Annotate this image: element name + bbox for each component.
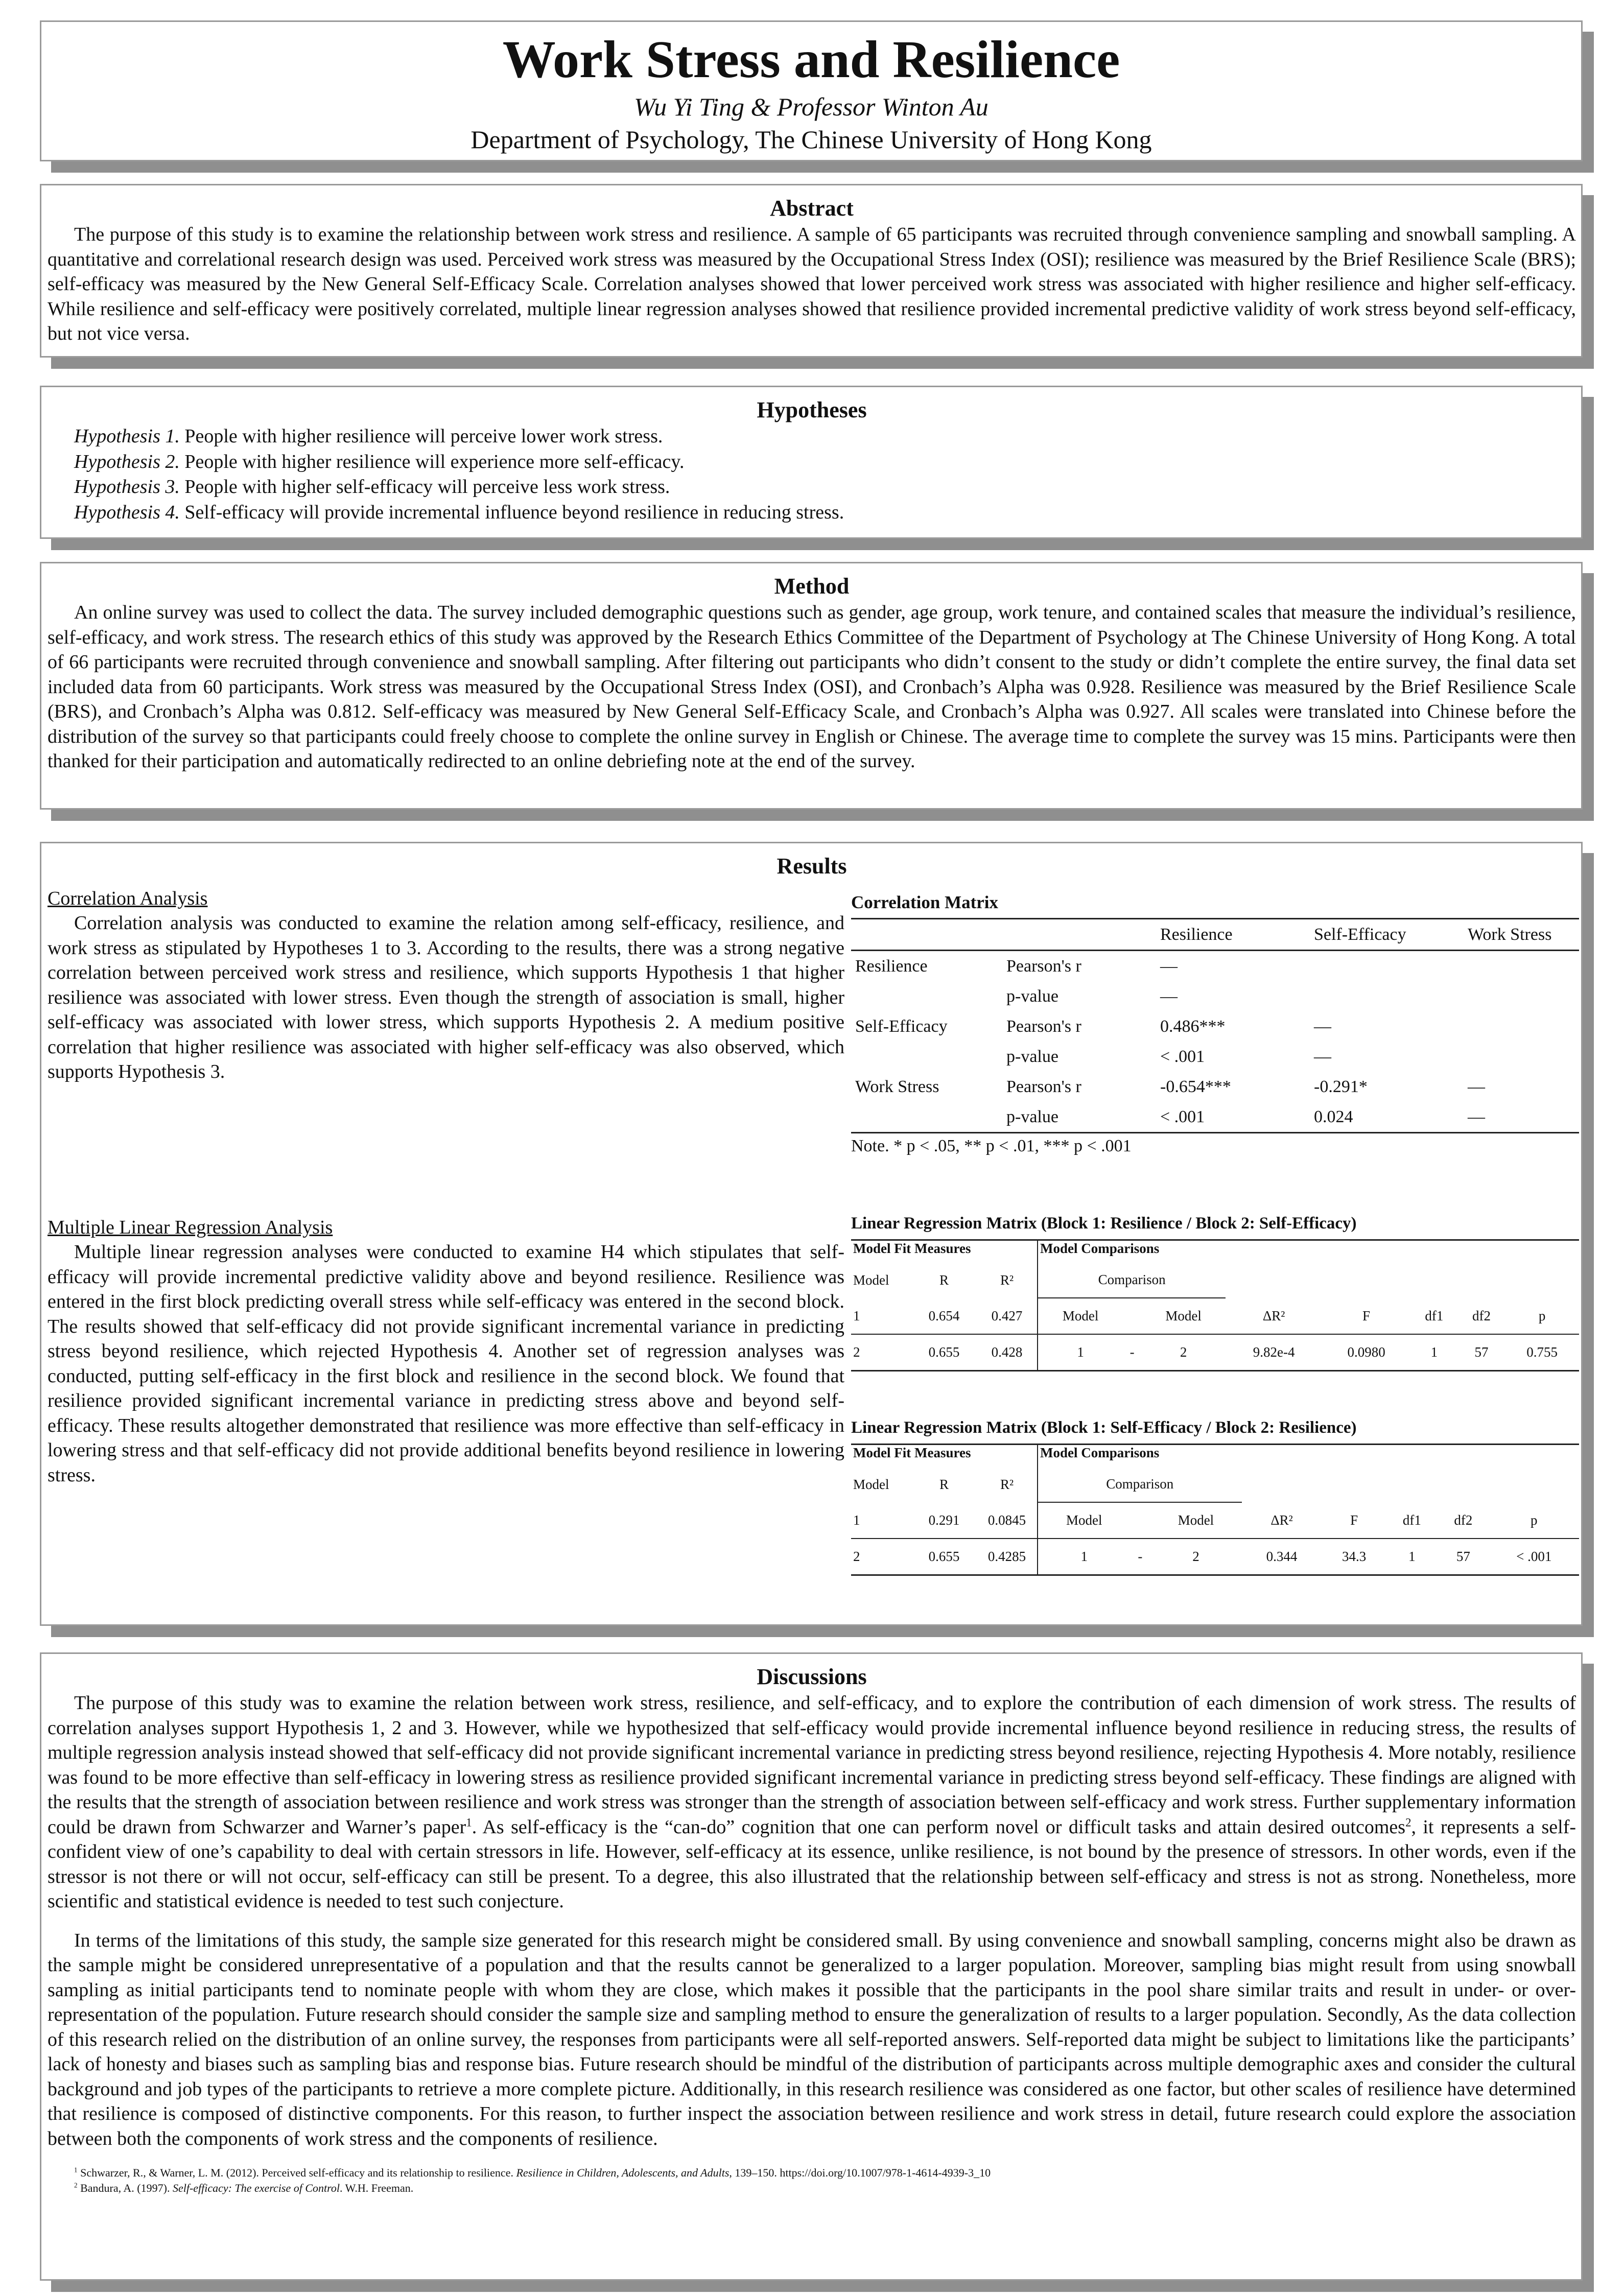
column-header: Model <box>1038 1298 1123 1334</box>
column-header: R² <box>1000 1476 1014 1492</box>
column-header: F <box>1322 1502 1386 1539</box>
table-row <box>851 1011 1579 1042</box>
column-header: Resilience <box>1156 919 1310 951</box>
group-header: Model Comparisons <box>1038 1240 1579 1263</box>
hypothesis-item <box>48 449 1576 475</box>
table-cell: 0.291 <box>911 1502 977 1539</box>
correlation-table <box>851 918 1579 1133</box>
table-cell: 1 <box>1038 1334 1123 1371</box>
regression-text: Multiple linear regression analyses were conducted to examine H4 which stipulates that self-efficacy will provide incremental predictive validity above and beyond resilience. Resilience was entered in the first block predicting overall stress while self-efficacy was entered in the second block. The results showed that self-efficacy did not provide significant incremental variance in predicting stress beyond resilience, which rejected Hypothesis 4. Another set of regression analyses was conducted, putting self-efficacy in the first block and resilience in the second block. We found that resilience provided significant incremental variance in predicting stress above and beyond self-efficacy. These results altogether demonstrated that resilience was more effective than self-efficacy in lowering stress and that self-efficacy did not provide additional benefits beyond resilience in lowering stress. <box>48 1241 844 1486</box>
table-cell <box>1464 1011 1579 1042</box>
table-cell: -0.291* <box>1314 1077 1368 1096</box>
table-cell: 57 <box>1458 1334 1505 1371</box>
column-header: R <box>939 1476 949 1492</box>
column-header: df2 <box>1438 1502 1489 1539</box>
column-header <box>1002 919 1156 951</box>
table-row <box>851 1042 1579 1072</box>
regression-analysis <box>48 1215 844 1487</box>
footnote <box>48 2181 1576 2196</box>
table-cell: < .001 <box>1156 1102 1310 1133</box>
column-header: Model <box>1141 1298 1226 1334</box>
footnote <box>48 2165 1576 2181</box>
table-cell: 9.82e-4 <box>1226 1334 1322 1371</box>
column-header: p <box>1505 1298 1579 1334</box>
poster-authors: Wu Yi Ting & Professor Winton Au <box>634 92 988 121</box>
correlation-analysis <box>48 886 844 1084</box>
table-note: Note. * p < .05, ** p < .01, *** p < .001 <box>851 1137 1132 1155</box>
hypothesis-text: People with higher resilience will experience more self-efficacy. <box>179 451 685 472</box>
table-cell: 2 <box>851 1539 911 1575</box>
table-cell: -0.654*** <box>1160 1077 1231 1096</box>
table-header-row <box>851 1262 1579 1298</box>
correlation-matrix <box>851 892 1579 1156</box>
table-cell: 57 <box>1438 1539 1489 1575</box>
text-run: Resilience in Children, Adolescents, and Adults <box>516 2166 729 2179</box>
column-header: Model <box>1150 1502 1241 1539</box>
table-row <box>851 1102 1579 1133</box>
table-cell: 1 <box>851 1298 911 1334</box>
empty-cell <box>1226 1262 1579 1298</box>
table-cell: 1 <box>1410 1334 1458 1371</box>
column-header: ΔR² <box>1242 1502 1322 1539</box>
table-cell: 0.655 <box>911 1334 977 1371</box>
method-text: An online survey was used to collect the data. The survey included demographic questions such as gender, age group, work tenure, and contained scales that measure the individual’s resilience, self-efficacy, and work stress. The research ethics of this study was approved by the Research Ethics Committee of the Department of Psychology at The Chinese University of Hong Kong. A total of 66 participants were recruited through convenience and snowball sampling. After filtering out participants who didn’t consent to the study or didn’t complete the entire survey, the final data set included data from 60 participants. Work stress was measured by the Occupational Stress Index (OSI), and Cronbach’s Alpha was 0.928. Resilience was measured by the Brief Resilience Scale (BRS), and Cronbach’s Alpha was 0.812. Self-efficacy was measured by New General Self-Efficacy Scale, and Cronbach’s Alpha was 0.927. All scales were translated into Chinese before the distribution of the survey so that participants could freely choose to complete the online survey in English or Chinese. The average time to complete the survey was 15 mins. Participants were then thanked for their participation and automatically redirected to an online debriefing note at the end of the survey. <box>48 602 1576 772</box>
regression-matrix-title: Linear Regression Matrix (Block 1: Resilience / Block 2: Self-Efficacy) <box>851 1214 1357 1233</box>
poster-title: Work Stress and Resilience <box>502 30 1120 89</box>
table-row <box>851 1539 1579 1575</box>
method-heading: Method <box>774 574 850 599</box>
table-cell: 34.3 <box>1322 1539 1386 1575</box>
table-cell <box>851 1042 1002 1072</box>
table-cell <box>1464 981 1579 1011</box>
text-run: . W.H. Freeman. <box>340 2182 414 2194</box>
regression-table <box>851 1239 1579 1371</box>
column-header: Comparison <box>1038 1262 1226 1298</box>
table-row <box>851 1334 1579 1371</box>
table-cell: 0.344 <box>1242 1539 1322 1575</box>
group-header: Model Comparisons <box>1038 1445 1579 1467</box>
table-cell: 0.4285 <box>977 1539 1038 1575</box>
table-cell <box>1464 1042 1579 1072</box>
table-cell: 0.024 <box>1310 1102 1464 1133</box>
column-header <box>1123 1298 1141 1334</box>
results-heading: Results <box>776 854 847 879</box>
column-header <box>1131 1502 1150 1539</box>
table-cell: Work Stress <box>855 1077 939 1096</box>
hypothesis-text: People with higher self-efficacy will perceive less work stress. <box>179 476 670 498</box>
table-group-row <box>851 1240 1579 1263</box>
table-group-row <box>851 1445 1579 1467</box>
column-header: F <box>1322 1298 1410 1334</box>
table-cell: Pearson's r <box>1006 956 1081 976</box>
column-header: R <box>939 1272 949 1288</box>
title-panel <box>40 20 1583 161</box>
hypothesis-text: Self-efficacy will provide incremental influence beyond resilience in reducing stress. <box>179 501 844 523</box>
table-cell: 0.0845 <box>977 1502 1038 1539</box>
column-header: Comparison <box>1038 1466 1242 1502</box>
table-cell <box>1310 951 1464 982</box>
table-row <box>851 1072 1579 1102</box>
table-cell: — <box>1160 986 1178 1006</box>
table-cell: p-value <box>1006 1047 1058 1066</box>
group-header: Model Fit Measures <box>851 1445 1038 1467</box>
discussion-paragraph-1 <box>48 1691 1576 1914</box>
column-header: df1 <box>1410 1298 1458 1334</box>
correlation-text: Correlation analysis was conducted to examine the relation among self-efficacy, resilience, and work stress as stipulated by Hypotheses 1 to 3. According to the results, there was a strong negative correlation between perceived work stress and resilience, which supports Hypothesis 1 that higher resilience was associated with lower stress. Even though the strength of association is small, higher self-efficacy was associated with lower stress, which supports Hypothesis 2. A medium positive correlation that higher resilience was associated with higher self-efficacy was also observed, which supports Hypothesis 3. <box>48 912 844 1082</box>
table-cell: — <box>1160 956 1178 976</box>
text-run: Bandura, A. (1997). <box>77 2182 173 2194</box>
table-cell <box>1464 951 1579 982</box>
hypotheses-heading: Hypotheses <box>757 397 867 422</box>
method-panel <box>40 562 1583 810</box>
abstract-heading: Abstract <box>770 196 854 221</box>
table-cell: Pearson's r <box>1006 1016 1081 1036</box>
text-run: , it represents a self-confident view of one’s capability to deal with certain stressors in life. However, self-efficacy at its essence, unlike resilience, is not bound by the presence of stressors. In other words, even if the stressor is not there or will not occur, self-efficacy can still be present. To a degree, this also illustrated that the relationship between self-efficacy and stress is not as strong. Nonetheless, more scientific and statistical evidence is needed to test such conjecture. <box>48 1816 1576 1912</box>
footnote-ref: 2 <box>1405 1815 1411 1829</box>
regression-subheading: Multiple Linear Regression Analysis <box>48 1217 333 1238</box>
poster-department: Department of Psychology, The Chinese University of Hong Kong <box>470 125 1152 154</box>
correlation-subheading: Correlation Analysis <box>48 888 208 909</box>
hypotheses-panel <box>40 386 1583 539</box>
group-header: Model Fit Measures <box>851 1240 1038 1263</box>
table-cell: — <box>1468 1077 1485 1096</box>
table-header-row <box>851 1466 1579 1502</box>
table-cell: 0.427 <box>977 1298 1038 1334</box>
hypothesis-label: Hypothesis 1. <box>74 425 180 447</box>
discussion-paragraph-2: In terms of the limitations of this study, the sample size generated for this research might be considered small. By using convenience and snowball sampling, concerns might also be drawn as the sample might be considered unrepresentative of a population and that the results cannot be generalized to a larger population. Moreover, sampling bias might result from using snowball sampling as initial participants tend to nominate people with whom they are close, which makes it possible that the participants in the pool share similar traits and result in under- or over-representation of the population. Future research should consider the sample size and sampling method to ensure the generalization of results to a larger population. Secondly, As the data collection of this research relied on the distribution of an online survey, the responses from participants were all self-reported answers. Self-reported data might be subject to limitations like the participants’ lack of honesty and biases such as sampling bias and response bias. Future research should be mindful of the distribution of participants across multiple demographic axes and consider the cultural background and job types of the participants to retrieve a more complete picture. Additionally, in this research resilience was considered as one factor, but other scales of resilience have determined that resilience is composed of distinctive components. For this reason, to further inspect the association between resilience and work stress in detail, future research could explore the association between both the components of work stress and the components of resilience. <box>48 1929 1576 2149</box>
regression-matrix-title: Linear Regression Matrix (Block 1: Self-Efficacy / Block 2: Resilience) <box>851 1418 1357 1437</box>
table-row <box>851 1298 1579 1334</box>
column-header: Model <box>853 1476 889 1492</box>
text-run: , 139–150. https://doi.org/10.1007/978-1-4614-4939-3_10 <box>729 2166 991 2179</box>
table-cell: < .001 <box>1489 1539 1579 1575</box>
column-header: R² <box>1000 1272 1014 1288</box>
table-cell: < .001 <box>1160 1047 1205 1066</box>
table-cell <box>851 1102 1002 1133</box>
table-row <box>851 1502 1579 1539</box>
footnotes <box>48 2165 1576 2196</box>
table-cell: — <box>1314 1047 1331 1066</box>
table-cell: Pearson's r <box>1006 1077 1081 1096</box>
table-cell: 0.755 <box>1505 1334 1579 1371</box>
column-header: df2 <box>1458 1298 1505 1334</box>
table-cell: p-value <box>1002 1102 1156 1133</box>
text-run: Schwarzer, R., & Warner, L. M. (2012). Perceived self-efficacy and its relationship to resilience. <box>77 2166 516 2179</box>
table-row <box>851 981 1579 1011</box>
table-cell: 1 <box>851 1502 911 1539</box>
regression-matrix-1 <box>851 1214 1579 1371</box>
hypothesis-label: Hypothesis 3. <box>74 476 180 498</box>
hypothesis-label: Hypothesis 4. <box>74 501 180 523</box>
abstract-panel <box>40 184 1583 358</box>
column-header <box>851 919 1002 951</box>
table-cell: 2 <box>1141 1334 1226 1371</box>
column-header: Model <box>853 1272 889 1288</box>
table-cell: — <box>1314 1016 1331 1036</box>
hypothesis-item <box>48 424 1576 449</box>
text-run: . As self-efficacy is the “can-do” cognition that one can perform novel or difficult tasks and attain desired outcomes <box>472 1816 1406 1838</box>
column-header: Work Stress <box>1464 919 1579 951</box>
table-cell: - <box>1123 1334 1141 1371</box>
empty-cell <box>1242 1466 1579 1502</box>
table-cell <box>1310 981 1464 1011</box>
abstract-text: The purpose of this study is to examine the relationship between work stress and resilience. A sample of 65 participants was recruited through convenience sampling and snowball sampling. A quantitative and correlational research design was used. Perceived work stress was measured by the Occupational Stress Index (OSI); resilience was measured by the Brief Resilience Scale (BRS); self-efficacy was measured by the New General Self-Efficacy Scale. Correlation analyses showed that lower perceived work stress was associated with higher resilience and higher self-efficacy. While resilience and self-efficacy were positively correlated, multiple linear regression analyses showed that resilience provided incremental predictive validity of work stress beyond self-efficacy, but not vice versa. <box>48 224 1576 344</box>
table-cell: 0.655 <box>911 1539 977 1575</box>
text-run: The purpose of this study was to examine the relation between work stress, resilience, and self-efficacy, and to explore the contribution of each dimension of work stress. The results of correlation analyses support Hypothesis 1, 2 and 3. However, while we hypothesized that self-efficacy would provide incremental influence beyond resilience in reducing stress, the results of multiple regression analysis instead showed that self-efficacy did not provide significant incremental variance in predicting stress beyond resilience, rejecting Hypothesis 4. More notably, resilience was found to be more effective than self-efficacy in lowering stress as resilience provided significant incremental variance in predicting stress beyond self-efficacy. These findings are aligned with the results that the strength of association between resilience and work stress was stronger than the strength of association between self-efficacy and work stress. Further supplementary information could be drawn from Schwarzer and Warner’s paper <box>48 1692 1576 1838</box>
column-header: df1 <box>1386 1502 1438 1539</box>
hypothesis-item <box>48 475 1576 500</box>
table-cell: 1 <box>1386 1539 1438 1575</box>
text-run: Self-efficacy: The exercise of Control <box>172 2182 340 2194</box>
column-header: p <box>1489 1502 1579 1539</box>
table-cell: 0.654 <box>911 1298 977 1334</box>
hypothesis-item <box>48 500 1576 526</box>
column-header: Model <box>1038 1502 1131 1539</box>
table-cell: 0.0980 <box>1322 1334 1410 1371</box>
table-header-row <box>851 919 1579 951</box>
regression-matrix-2 <box>851 1418 1579 1576</box>
table-cell: Resilience <box>855 956 928 976</box>
table-cell: 2 <box>1150 1539 1241 1575</box>
discussions-panel <box>40 1652 1583 2281</box>
table-cell: Self-Efficacy <box>855 1016 948 1036</box>
table-cell: — <box>1464 1102 1579 1133</box>
footnote-ref: 1 <box>466 1815 472 1829</box>
table-cell: 2 <box>851 1334 911 1371</box>
column-header: Self-Efficacy <box>1310 919 1464 951</box>
table-cell: - <box>1131 1539 1150 1575</box>
table-cell: 1 <box>1038 1539 1131 1575</box>
table-row <box>851 951 1579 982</box>
hypothesis-text: People with higher resilience will perceive lower work stress. <box>179 425 663 447</box>
footnote-number: 2 <box>74 2181 78 2189</box>
hypothesis-label: Hypothesis 2. <box>74 451 180 472</box>
correlation-matrix-title: Correlation Matrix <box>851 892 999 912</box>
table-cell: p-value <box>1006 986 1058 1006</box>
results-panel <box>40 842 1583 1626</box>
footnote-number: 1 <box>74 2166 78 2174</box>
table-cell: 0.428 <box>977 1334 1038 1371</box>
discussions-heading: Discussions <box>757 1664 867 1689</box>
table-cell <box>851 981 1002 1011</box>
column-header: ΔR² <box>1226 1298 1322 1334</box>
regression-table <box>851 1444 1579 1576</box>
table-cell: 0.486*** <box>1160 1016 1226 1036</box>
